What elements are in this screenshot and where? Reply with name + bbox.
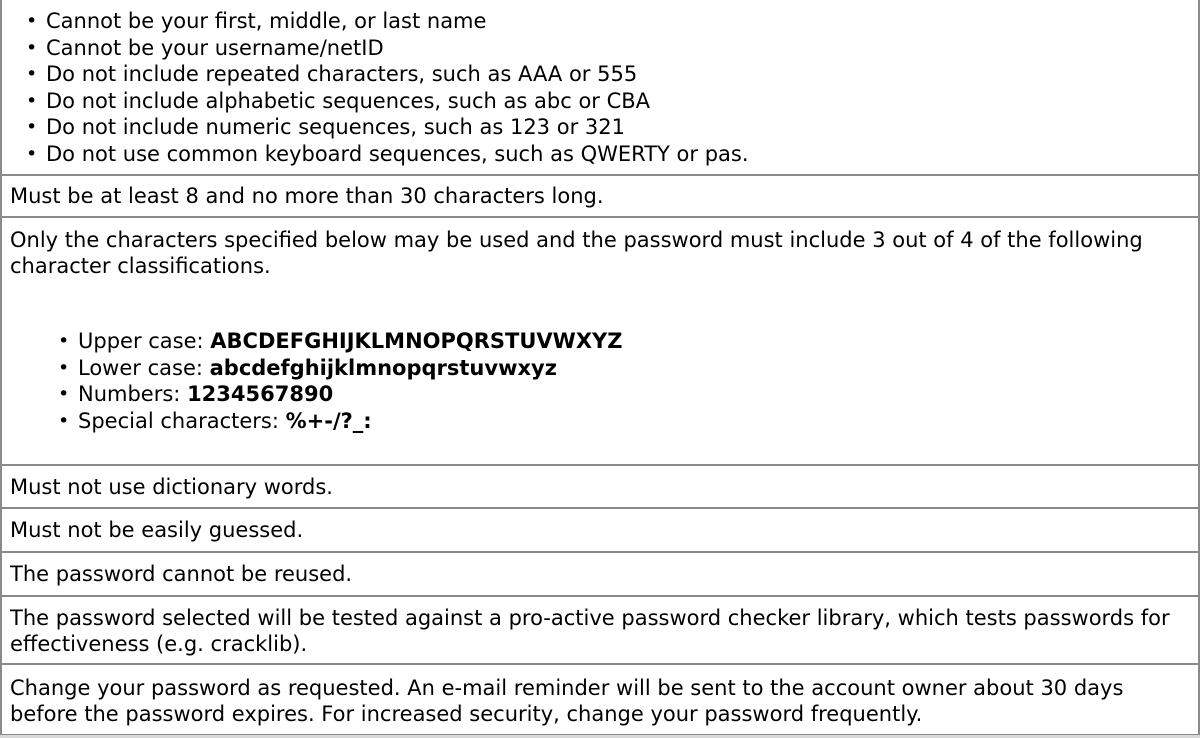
checker-rule-cell <box>0 597 1200 665</box>
guess-rule-text: Must not be easily guessed. <box>10 518 304 542</box>
list-item: • Do not use common keyboard sequences, such as QWERTY or pas. <box>26 141 749 166</box>
bullet-icon: • <box>58 356 70 379</box>
list-item: • Do not include alphabetic sequences, such as abc or CBA <box>26 88 651 113</box>
change-rule-text: Change your password as requested. An e-mail reminder will be sent to the account owner about 30 days before the password expires. For increased security, change your password frequently. <box>10 676 1124 726</box>
bullet-icon: • <box>26 10 38 32</box>
charset-intro-text: Only the characters specified below may be used and the password must include 3 out of 4 of the following character classifications. <box>10 228 1143 278</box>
list-item: • Special characters: %+-/?_: <box>58 408 372 433</box>
reuse-rule-cell <box>0 553 1200 597</box>
list-item: • Do not include repeated characters, such as AAA or 555 <box>26 62 638 87</box>
list-item: • Cannot be your username/netID <box>26 35 384 60</box>
reuse-rule-text: The password cannot be reused. <box>10 562 353 586</box>
charset-rule-cell <box>0 218 1200 466</box>
special-chars: %+-/?_: <box>285 408 372 433</box>
charset-classes-list <box>54 328 622 434</box>
list-item: • Numbers: 1234567890 <box>58 382 334 407</box>
length-rule-text: Must be at least 8 and no more than 30 characters long. <box>10 184 604 208</box>
guess-rule-cell <box>0 509 1200 553</box>
change-rule-cell <box>0 665 1200 736</box>
uppercase-chars: ABCDEFGHIJKLMNOPQRSTUVWXYZ <box>210 329 623 353</box>
list-item: • Upper case: ABCDEFGHIJKLMNOPQRSTUVWXYZ <box>58 329 623 353</box>
bullet-icon: • <box>26 142 38 165</box>
checker-rule-text: The password selected will be tested against a pro-active password checker library, which tests passwords for effectiveness (e.g. cracklib). <box>10 606 1170 656</box>
bullet-icon: • <box>58 383 70 406</box>
bullet-icon: • <box>58 330 70 352</box>
name-rules-list <box>22 8 749 168</box>
bullet-icon: • <box>26 116 38 139</box>
bullet-icon: • <box>58 409 70 432</box>
list-item: • Do not include numeric sequences, such as 123 or 321 <box>26 115 625 140</box>
list-item: • Cannot be your first, middle, or last name <box>26 9 487 33</box>
name-rules-cell <box>0 0 1200 176</box>
list-item: • Lower case: abcdefghijklmnopqrstuvwxyz <box>58 355 557 380</box>
dictionary-rule-cell <box>0 466 1200 509</box>
length-rule-cell <box>0 176 1200 218</box>
bullet-icon: • <box>26 63 38 86</box>
dictionary-rule-text: Must not use dictionary words. <box>10 475 333 499</box>
number-chars: 1234567890 <box>187 382 334 407</box>
bullet-icon: • <box>26 89 38 112</box>
lowercase-chars: abcdefghijklmnopqrstuvwxyz <box>209 355 557 380</box>
bullet-icon: • <box>26 36 38 59</box>
